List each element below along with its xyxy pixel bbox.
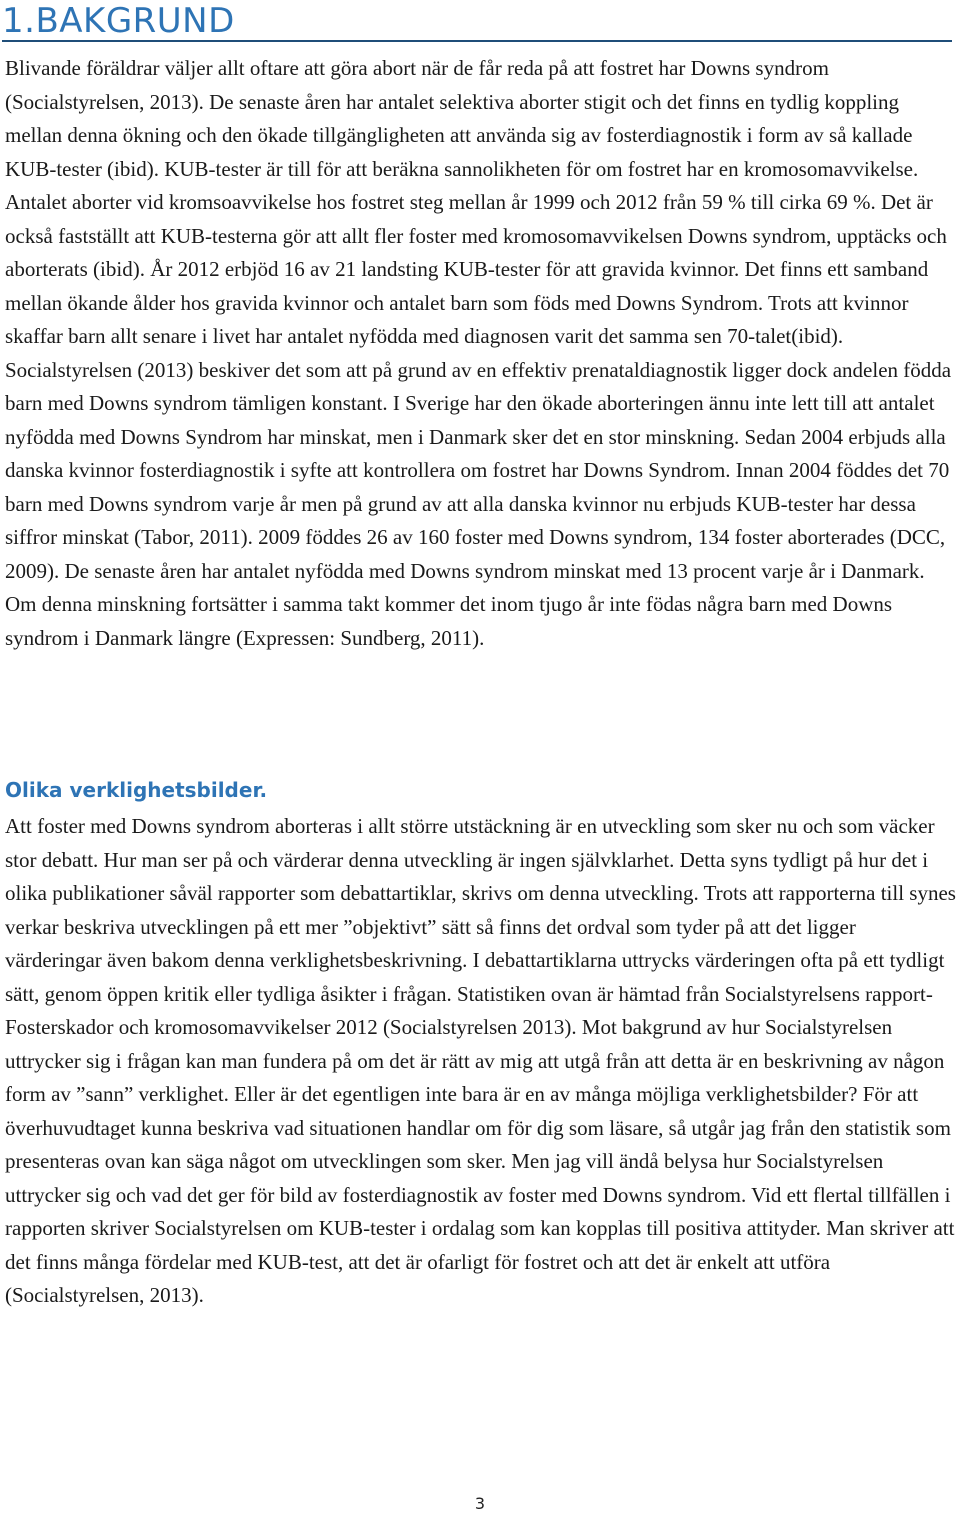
section-heading (2, 0, 952, 42)
page-number: 3 (474, 1494, 486, 1513)
paragraph-bakgrund: Blivande föräldrar väljer allt oftare att göra abort när de får reda på att fostret har Downs syndrom (Socialstyrelsen, 2013). De senaste åren har antalet selektiva aborter stigit och det finns en tydlig koppling mellan denna ökning och den ökade tillgängligheten att använda sig av fosterdiagnostik i form av så kallade KUB-tester (ibid). KUB-tester är till för att beräkna sannolikheten för om fostret har en kromosomavvikelse. Antalet aborter vid kromsoavvikelse hos fostret steg mellan år 1999 och 2012 från 59 % till cirka 69 %. Det är också fastställt att KUB-testerna gör att allt fler foster med kromosomavvikelsen Downs syndrom, upptäcks och aborterats (ibid). År 2012 erbjöd 16 av 21 landsting KUB-tester för att gravida kvinnor. Det finns ett samband mellan ökande ålder hos gravida kvinnor och antalet barn som föds med Downs Syndrom. Trots att kvinnor skaffar barn allt senare i livet har antalet nyfödda med diagnosen varit det samma sen 70-talet(ibid). Socialstyrelsen (2013) beskiver det som att på grund av en effektiv prenataldiagnostik ligger dock andelen födda barn med Downs syndrom tämligen konstant. I Sverige har den ökade aborteringen ännu inte lett till att antalet nyfödda med Downs Syndrom har minskat, men i Danmark sker det en stor minskning. Sedan 2004 erbjuds alla danska kvinnor fosterdiagnostik i syfte att kontrollera om fostret har Downs Syndrom. Innan 2004 föddes det 70 barn med Downs syndrom varje år men på grund av att alla danska kvinnor nu erbjuds KUB-tester har dessa siffror minskat (Tabor, 2011). 2009 föddes 26 av 160 foster med Downs syndrom, 134 foster aborterades (DCC, 2009). De senaste åren har antalet nyfödda med Downs syndrom minskat med 13 procent varje år i Danmark. Om denna minskning fortsätter i samma takt kommer det inom tjugo år inte födas några barn med Downs syndrom i Danmark längre (Expressen: Sundberg, 2011). (5, 56, 952, 650)
subheading: Olika verklighetsbilder. (5, 778, 268, 802)
paragraph-verklighetsbilder: Att foster med Downs syndrom aborteras i allt större utstäckning är en utveckling som sker nu och som väcker stor debatt. Hur man ser på och värderar denna utveckling är ingen självklarhet. Detta syns tydligt på hur det i olika publikationer såväl rapporter som debattartiklar, skrivs om denna utveckling. Trots att rapporterna till synes verkar beskriva utvecklingen på ett mer ”objektivt” sätt så finns det ordval som tyder på att det ligger värderingar även bakom denna verklighetsbeskrivning. I debattartiklarna uttrycks värderingen ofta på ett tydligt sätt, genom öppen kritik eller tydliga åsikter i frågan. Statistiken ovan är hämtad från Socialstyrelsens rapport- Fosterskador och kromosomavvikelser 2012 (Socialstyrelsen 2013). Mot bakgrund av hur Socialstyrelsen uttrycker sig i frågan kan man fundera på om det är rätt av mig att utgå från att detta är en beskrivning av någon form av ”sann” verklighet. Eller är det egentligen inte bara är en av många möjliga verklighetsbilder? För att överhuvudtaget kunna beskriva vad situationen handlar om för dig som läsare, så utgår jag från den statistik som presenteras ovan kan säga något om utvecklingen som sker. Men jag vill ändå belysa hur Socialstyrelsen uttrycker sig och vad det ger för bild av fosterdiagnostik av foster med Downs syndrom. Vid ett flertal tillfällen i rapporten skriver Socialstyrelsen om KUB-tester i ordalag som kan kopplas till positiva attityder. Man skriver att det finns många fördelar med KUB-test, att det är ofarligt för fostret och att det är enkelt att utföra (Socialstyrelsen, 2013). (5, 814, 956, 1307)
section-heading-text: 1.BAKGRUND (2, 1, 235, 41)
